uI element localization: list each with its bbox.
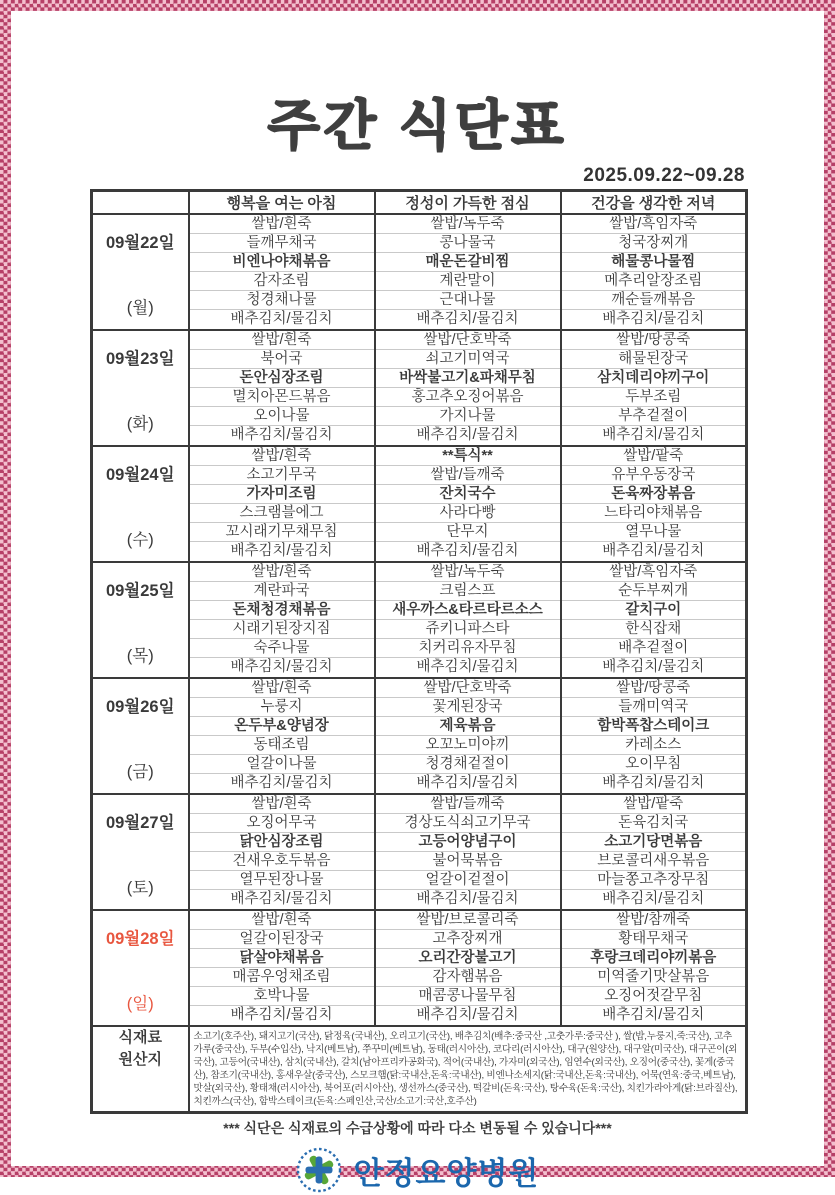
origin-label xyxy=(92,1026,189,1113)
menu-item: 쌀밥/땅콩죽 xyxy=(562,679,746,698)
menu-item: 근대나물 xyxy=(376,291,560,310)
menu-item: 동태조림 xyxy=(190,736,374,755)
menu-item: 배추김치/물김치 xyxy=(230,311,333,327)
date-label: 09월23일 xyxy=(105,350,175,368)
menu-item: 배추김치/물김치 xyxy=(602,427,705,443)
weekday-label: (금) xyxy=(126,763,154,781)
header-empty-cell xyxy=(92,191,189,215)
menu-item: 배추김치/물김치 xyxy=(230,543,333,559)
menu-item: 배추김치/물김치 xyxy=(416,1007,519,1023)
menu-item: 새우까스&타르타르소스 xyxy=(376,601,560,620)
date-cell xyxy=(92,910,189,1026)
menu-item: 쌀밥/흰죽 xyxy=(190,795,374,814)
content-area xyxy=(90,165,745,1195)
menu-item: 오이무침 xyxy=(562,755,746,774)
menu-item: 비엔나야채볶음 xyxy=(190,253,374,272)
menu-item: 쌀밥/단호박죽 xyxy=(376,679,560,698)
date-label: 09월25일 xyxy=(105,582,175,600)
menu-item: 배추김치/물김치 xyxy=(602,775,705,791)
menu-item: 계란말이 xyxy=(376,272,560,291)
menu-item: 돈안심장조림 xyxy=(190,369,374,388)
day-row-09월25일 xyxy=(92,562,747,678)
menu-item: 쌀밥/땅콩죽 xyxy=(562,331,746,350)
menu-item: 계란파국 xyxy=(190,582,374,601)
lunch-cell xyxy=(375,446,561,562)
date-label: 09월24일 xyxy=(105,466,175,484)
breakfast-cell xyxy=(189,678,375,794)
origin-row xyxy=(92,1026,747,1113)
menu-item: 배추김치/물김치 xyxy=(602,543,705,559)
date-cell xyxy=(92,446,189,562)
dinner-cell xyxy=(561,330,747,446)
menu-item: 사라다빵 xyxy=(376,504,560,523)
menu-item: 순두부찌개 xyxy=(562,582,746,601)
menu-item: 쇠고기미역국 xyxy=(376,350,560,369)
day-row-09월26일 xyxy=(92,678,747,794)
menu-item: 호박나물 xyxy=(190,987,374,1006)
menu-item: 배추김치/물김치 xyxy=(602,311,705,327)
weekday-label: (일) xyxy=(126,995,154,1013)
menu-item: 미역줄기맛살볶음 xyxy=(562,968,746,987)
menu-item: 마늘쫑고추장무침 xyxy=(562,871,746,890)
menu-item: 고등어양념구이 xyxy=(376,833,560,852)
header-lunch: 정성이 가득한 점심 xyxy=(375,191,561,215)
menu-item: 부추겉절이 xyxy=(562,407,746,426)
menu-item: 배추김치/물김치 xyxy=(416,891,519,907)
weekly-menu-table xyxy=(90,189,748,1114)
menu-item: 청경채나물 xyxy=(190,291,374,310)
lunch-cell xyxy=(375,794,561,910)
menu-item: 쌀밥/흰죽 xyxy=(190,911,374,930)
weekday-label: (화) xyxy=(126,415,154,433)
menu-item: 숙주나물 xyxy=(190,639,374,658)
menu-item: 배추김치/물김치 xyxy=(416,775,519,791)
dinner-cell xyxy=(561,214,747,330)
menu-item: 매콤콩나물무침 xyxy=(376,987,560,1006)
date-cell xyxy=(92,678,189,794)
date-label: 09월27일 xyxy=(105,814,175,832)
menu-item: 얼갈이겉절이 xyxy=(376,871,560,890)
menu-item: 쌀밥/녹두죽 xyxy=(376,563,560,582)
menu-item: 쌀밥/팥죽 xyxy=(562,447,746,466)
breakfast-cell xyxy=(189,562,375,678)
menu-item: 깨순들깨볶음 xyxy=(562,291,746,310)
menu-item: 꽃게된장국 xyxy=(376,698,560,717)
menu-item: 배추김치/물김치 xyxy=(416,311,519,327)
date-label: 09월26일 xyxy=(105,698,175,716)
menu-item: 청국장찌개 xyxy=(562,234,746,253)
menu-item: 멸치아몬드볶음 xyxy=(190,388,374,407)
dinner-cell xyxy=(561,910,747,1026)
menu-item: 쌀밥/흑임자죽 xyxy=(562,563,746,582)
menu-item: 쌀밥/브로콜리죽 xyxy=(376,911,560,930)
header-dinner: 건강을 생각한 저녁 xyxy=(561,191,747,215)
day-row-09월22일 xyxy=(92,214,747,330)
hospital-logo xyxy=(90,1145,745,1195)
menu-item: 얼갈이된장국 xyxy=(190,930,374,949)
menu-item: 닭안심장조림 xyxy=(190,833,374,852)
menu-item: 배추김치/물김치 xyxy=(602,659,705,675)
menu-item: 메추리알장조림 xyxy=(562,272,746,291)
menu-item: 열무된장나물 xyxy=(190,871,374,890)
date-label: 09월28일 xyxy=(105,930,175,948)
menu-item: 배추김치/물김치 xyxy=(416,659,519,675)
dinner-cell xyxy=(561,678,747,794)
menu-item: 배추김치/물김치 xyxy=(230,775,333,791)
menu-item: 후랑크데리야끼볶음 xyxy=(562,949,746,968)
menu-item: 쌀밥/흰죽 xyxy=(190,563,374,582)
menu-item: 삼치데리야끼구이 xyxy=(562,369,746,388)
menu-item: 들깨무채국 xyxy=(190,234,374,253)
menu-item: 배추김치/물김치 xyxy=(416,543,519,559)
menu-item: 시래기된장지짐 xyxy=(190,620,374,639)
lunch-cell xyxy=(375,330,561,446)
menu-item: 소고기당면볶음 xyxy=(562,833,746,852)
lunch-cell xyxy=(375,910,561,1026)
menu-item: 해물된장국 xyxy=(562,350,746,369)
date-range: 2025.09.22~09.28 xyxy=(583,165,745,186)
menu-item: 오꼬노미야끼 xyxy=(376,736,560,755)
menu-item: 배추김치/물김치 xyxy=(230,427,333,443)
breakfast-cell xyxy=(189,330,375,446)
menu-item: 닭살야채볶음 xyxy=(190,949,374,968)
lunch-cell xyxy=(375,214,561,330)
menu-item: 느타리야채볶음 xyxy=(562,504,746,523)
menu-item: 누룽지 xyxy=(190,698,374,717)
menu-item: 얼갈이나물 xyxy=(190,755,374,774)
day-row-09월27일 xyxy=(92,794,747,910)
menu-item: 매운돈갈비찜 xyxy=(376,253,560,272)
dinner-cell xyxy=(561,446,747,562)
lunch-cell xyxy=(375,562,561,678)
dinner-cell xyxy=(561,794,747,910)
menu-item: 쌀밥/팥죽 xyxy=(562,795,746,814)
menu-item: 열무나물 xyxy=(562,523,746,542)
menu-item: **특식** xyxy=(376,447,560,466)
menu-item: 잔치국수 xyxy=(376,485,560,504)
menu-item: 쌀밥/흰죽 xyxy=(190,331,374,350)
menu-item: 온두부&양념장 xyxy=(190,717,374,736)
menu-page xyxy=(11,11,824,1191)
menu-item: 가지나물 xyxy=(376,407,560,426)
menu-item: 유부우동장국 xyxy=(562,466,746,485)
menu-item: 오이나물 xyxy=(190,407,374,426)
header-breakfast: 행복을 여는 아침 xyxy=(189,191,375,215)
menu-item: 불어묵볶음 xyxy=(376,852,560,871)
menu-item: 콩나물국 xyxy=(376,234,560,253)
menu-item: 오징어무국 xyxy=(190,814,374,833)
menu-item: 건새우호두볶음 xyxy=(190,852,374,871)
menu-item: 해물콩나물찜 xyxy=(562,253,746,272)
day-row-09월23일 xyxy=(92,330,747,446)
menu-item: 배추김치/물김치 xyxy=(230,891,333,907)
menu-item: 쌀밥/흑임자죽 xyxy=(562,215,746,234)
breakfast-cell xyxy=(189,794,375,910)
menu-item: 돈육짜장볶음 xyxy=(562,485,746,504)
disclaimer-text: *** 식단은 식재료의 수급상황에 따라 다소 변동될 수 있습니다*** xyxy=(223,1120,612,1136)
menu-item: 쌀밥/들깨죽 xyxy=(376,795,560,814)
date-cell xyxy=(92,214,189,330)
menu-item: 쌀밥/흰죽 xyxy=(190,215,374,234)
menu-item: 들깨미역국 xyxy=(562,698,746,717)
menu-item: 매콤우엉채조림 xyxy=(190,968,374,987)
menu-item: 가자미조림 xyxy=(190,485,374,504)
logo-text: 안정요양병원 xyxy=(353,1155,540,1191)
menu-item: 경상도식쇠고기무국 xyxy=(376,814,560,833)
date-cell xyxy=(92,562,189,678)
menu-item: 치커리유자무침 xyxy=(376,639,560,658)
weekday-label: (월) xyxy=(126,299,154,317)
menu-item: 배추김치/물김치 xyxy=(602,891,705,907)
table-header-row xyxy=(92,191,747,215)
date-label: 09월22일 xyxy=(105,234,175,252)
menu-item: 배추김치/물김치 xyxy=(416,427,519,443)
menu-item: 단무지 xyxy=(376,523,560,542)
menu-item: 배추김치/물김치 xyxy=(230,1007,333,1023)
day-row-09월24일 xyxy=(92,446,747,562)
menu-item: 브로콜리새우볶음 xyxy=(562,852,746,871)
menu-item: 쥬키니파스타 xyxy=(376,620,560,639)
menu-item: 배추겉절이 xyxy=(562,639,746,658)
breakfast-cell xyxy=(189,214,375,330)
menu-item: 쌀밥/참깨죽 xyxy=(562,911,746,930)
menu-item: 갈치구이 xyxy=(562,601,746,620)
menu-item: 함박폭찹스테이크 xyxy=(562,717,746,736)
menu-item: 쌀밥/단호박죽 xyxy=(376,331,560,350)
origin-label-line1: 식재료 xyxy=(118,1029,162,1046)
menu-item: 배추김치/물김치 xyxy=(602,1007,705,1023)
menu-item: 배추김치/물김치 xyxy=(230,659,333,675)
menu-item: 크림스프 xyxy=(376,582,560,601)
menu-item: 고추장찌개 xyxy=(376,930,560,949)
origin-label-line2: 원산지 xyxy=(118,1051,162,1068)
menu-item: 홍고추오징어볶음 xyxy=(376,388,560,407)
weekday-label: (목) xyxy=(126,647,154,665)
day-row-09월28일 xyxy=(92,910,747,1026)
menu-item: 한식잡채 xyxy=(562,620,746,639)
weekday-label: (수) xyxy=(126,531,154,549)
menu-item: 황태무채국 xyxy=(562,930,746,949)
menu-item: 꼬시래기무채무침 xyxy=(190,523,374,542)
menu-item: 돈채청경채볶음 xyxy=(190,601,374,620)
menu-item: 쌀밥/흰죽 xyxy=(190,679,374,698)
menu-item: 쌀밥/흰죽 xyxy=(190,447,374,466)
menu-item: 북어국 xyxy=(190,350,374,369)
breakfast-cell xyxy=(189,446,375,562)
menu-item: 오징어젓갈무침 xyxy=(562,987,746,1006)
date-cell xyxy=(92,330,189,446)
lunch-cell xyxy=(375,678,561,794)
menu-item: 소고기무국 xyxy=(190,466,374,485)
menu-item: 쌀밥/녹두죽 xyxy=(376,215,560,234)
menu-item: 바싹불고기&파채무침 xyxy=(376,369,560,388)
date-cell xyxy=(92,794,189,910)
dinner-cell xyxy=(561,562,747,678)
menu-item: 청경채겉절이 xyxy=(376,755,560,774)
menu-item: 돈육김치국 xyxy=(562,814,746,833)
medical-cross-icon xyxy=(296,1147,342,1193)
menu-item: 감자햄볶음 xyxy=(376,968,560,987)
menu-item: 제육볶음 xyxy=(376,717,560,736)
breakfast-cell xyxy=(189,910,375,1026)
menu-item: 카레소스 xyxy=(562,736,746,755)
menu-item: 쌀밥/들깨죽 xyxy=(376,466,560,485)
menu-item: 오리간장불고기 xyxy=(376,949,560,968)
weekday-label: (토) xyxy=(126,879,154,897)
page-title: 주간 식단표 xyxy=(267,96,568,156)
menu-item: 스크램블에그 xyxy=(190,504,374,523)
menu-item: 두부조림 xyxy=(562,388,746,407)
origin-text: 소고기(호주산), 돼지고기(국산), 닭정육(국내산), 오리고기(국산), 배추김치(배추:중국산 ,고춧가루:중국산 ), 쌀(밥,누룽지,죽:국산), 고추가루(중국산), 두부(수입산), 낙지(베트남), 쭈꾸미(베트남), 동태(러시아산), 코다리(러시아산), 대구(원양산), 대구알(미국산), 대구곤이(외국산), 고등어(국내산), 삼치(국내산), 갈치(남아프리카공화국), 적어(국내산), 가자미(외국산), 임연수(외국산), 오징어(중국산), 꽃게(중국산), 참조기(국내산), 홍새우살(중국산), 스모크햄(닭:국내산,돈육:국내산), 비엔나소세지(닭:국내산,돈육:국내산), 어묵(연육:중국,베트남), 맛살(외국산), 황태채(러시아산), 북어포(러시아산), 생선까스(중국산), 떡갈비(돈육:국산), 탕수육(돈육:국산), 치킨가라아게(닭:브라질산), 치킨까스(국산), 함박스테이크(돈육:스페인산,국산/소고기:국산,호주산) xyxy=(189,1026,747,1113)
menu-item: 감자조림 xyxy=(190,272,374,291)
